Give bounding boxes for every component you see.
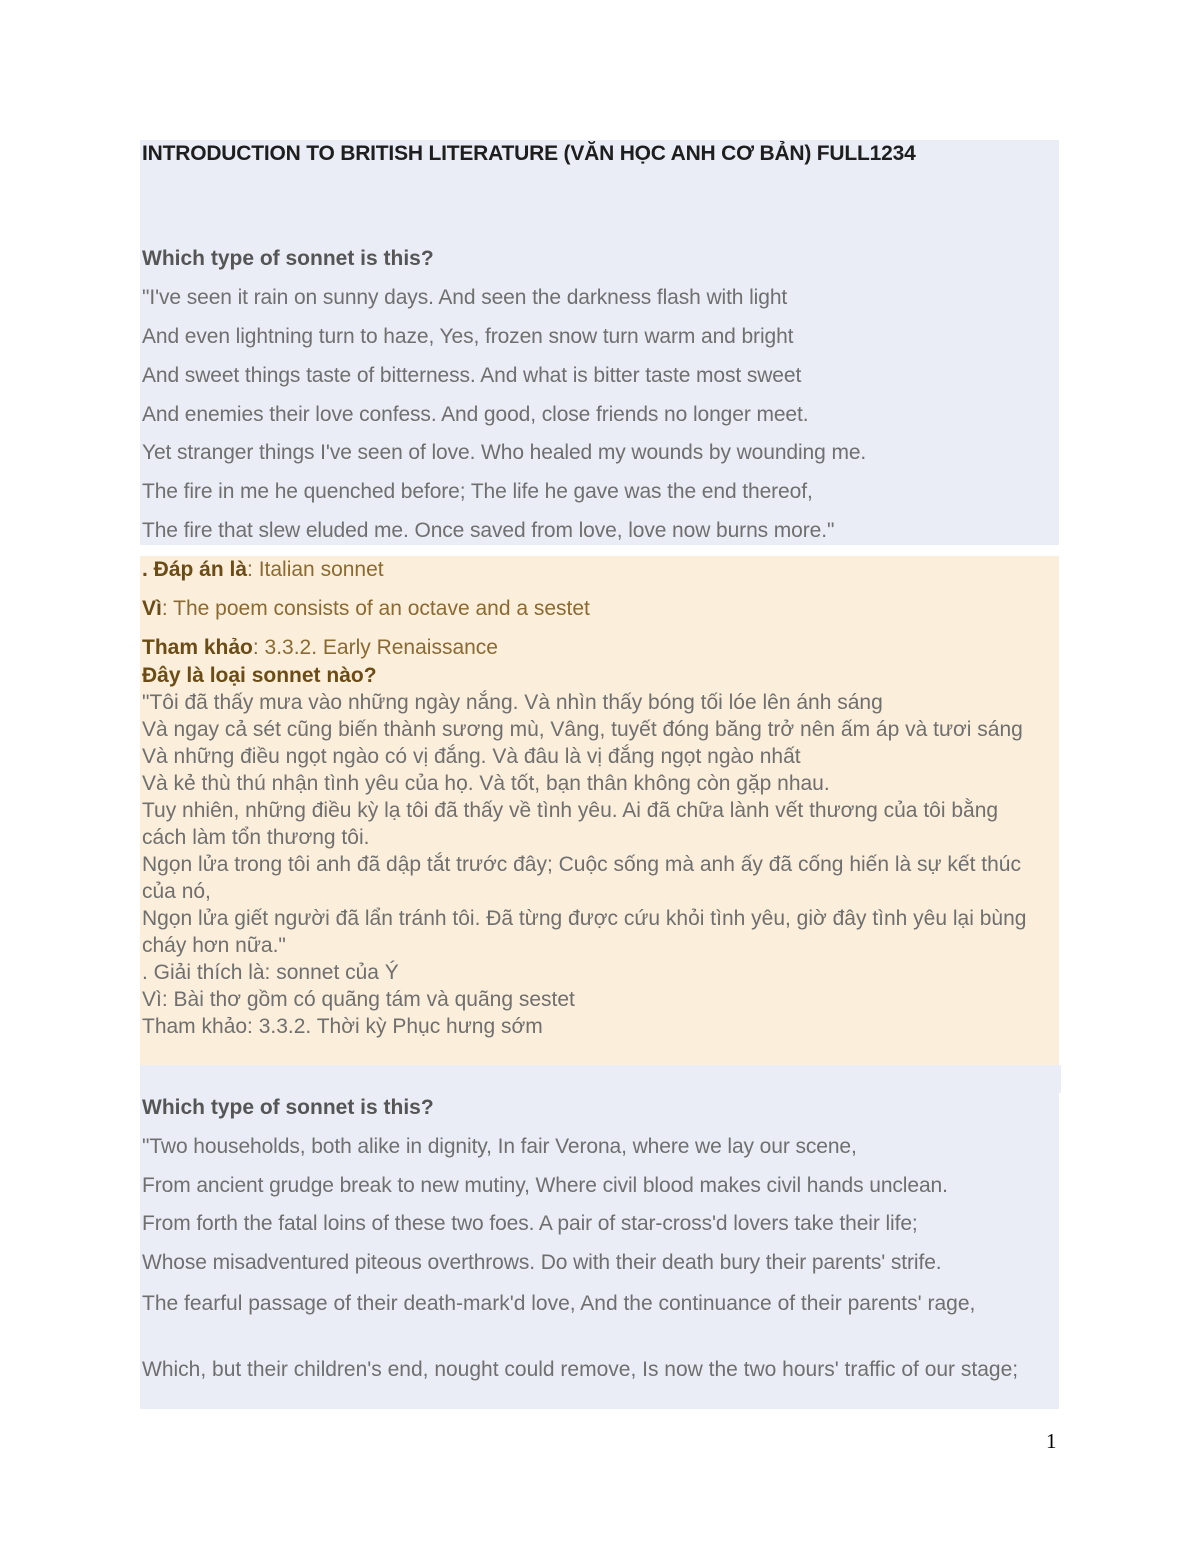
vietnamese-line: Và những điều ngọt ngào có vị đắng. Và đâu là vị đắng ngọt ngào nhất: [142, 745, 801, 768]
reason-label: Vì: [142, 597, 162, 620]
vietnamese-reason: Vì: Bài thơ gồm có quãng tám và quãng sestet: [142, 988, 575, 1011]
reference-value: : 3.3.2. Early Renaissance: [252, 636, 498, 659]
reason-value: : The poem consists of an octave and a sestet: [161, 597, 590, 620]
answer-value: : Italian sonnet: [247, 558, 384, 581]
question-1-heading: Which type of sonnet is this?: [142, 247, 434, 270]
question-2-line: From forth the fatal loins of these two foes. A pair of star-cross'd lovers take their life;: [142, 1212, 918, 1235]
reference-line: [142, 636, 498, 660]
question-2-line: Which, but their children's end, nought could remove, Is now the two hours' traffic of our stage;: [142, 1358, 1019, 1381]
question-1-line: The fire that slew eluded me. Once saved from love, love now burns more.": [142, 519, 835, 542]
vietnamese-explanation: . Giải thích là: sonnet của Ý: [142, 961, 399, 984]
separator-highlight: [140, 1065, 1061, 1093]
question-1-line: And enemies their love confess. And good, close friends no longer meet.: [142, 403, 809, 426]
reason-line: [142, 597, 590, 621]
vietnamese-line: Ngọn lửa trong tôi anh đã dập tắt trước đây; Cuộc sống mà anh ấy đã cống hiến là sự kết thúc của nó,: [142, 853, 1021, 903]
vietnamese-line: Và kẻ thù thú nhận tình yêu của họ. Và tốt, bạn thân không còn gặp nhau.: [142, 772, 830, 795]
vietnamese-line: Tuy nhiên, những điều kỳ lạ tôi đã thấy về tình yêu. Ai đã chữa lành vết thương của tôi bằng cách làm tổn thương tôi.: [142, 799, 999, 849]
question-1-line: "I've seen it rain on sunny days. And seen the darkness flash with light: [142, 286, 788, 309]
vietnamese-line: Và ngay cả sét cũng biến thành sương mù, Vâng, tuyết đóng băng trở nên ấm áp và tươi sáng: [142, 718, 1023, 741]
question-1-line: And sweet things taste of bitterness. And what is bitter taste most sweet: [142, 364, 802, 387]
vietnamese-line: Ngọn lửa giết người đã lẩn tránh tôi. Đã từng được cứu khỏi tình yêu, giờ đây tình yêu lại bùng cháy hơn nữa.": [142, 907, 1027, 957]
vietnamese-reference: Tham khảo: 3.3.2. Thời kỳ Phục hưng sớm: [142, 1015, 543, 1038]
question-1-line: Yet stranger things I've seen of love. Who healed my wounds by wounding me.: [142, 441, 867, 464]
page-number: 1: [1046, 1429, 1057, 1453]
question-2-line: The fearful passage of their death-mark'd love, And the continuance of their parents' rage,: [142, 1292, 976, 1315]
reference-label: Tham khảo: [142, 636, 253, 659]
question-2-heading: Which type of sonnet is this?: [142, 1096, 434, 1119]
document-title: INTRODUCTION TO BRITISH LITERATURE (VĂN HỌC ANH CƠ BẢN) FULL1234: [142, 142, 916, 165]
question-2-line: Whose misadventured piteous overthrows. Do with their death bury their parents' strife.: [142, 1251, 942, 1274]
vietnamese-translation: [142, 662, 1047, 1040]
question-2-line: "Two households, both alike in dignity, In fair Verona, where we lay our scene,: [142, 1135, 857, 1158]
answer-line: [142, 558, 384, 582]
question-1-line: The fire in me he quenched before; The life he gave was the end thereof,: [142, 480, 813, 503]
question-2-line: From ancient grudge break to new mutiny, Where civil blood makes civil hands unclean.: [142, 1174, 948, 1197]
answer-label: . Đáp án là: [142, 558, 248, 581]
question-1-line: And even lightning turn to haze, Yes, frozen snow turn warm and bright: [142, 325, 794, 348]
vietnamese-line: "Tôi đã thấy mưa vào những ngày nắng. Và nhìn thấy bóng tối lóe lên ánh sáng: [142, 691, 883, 714]
vietnamese-heading: Đây là loại sonnet nào?: [142, 664, 377, 687]
